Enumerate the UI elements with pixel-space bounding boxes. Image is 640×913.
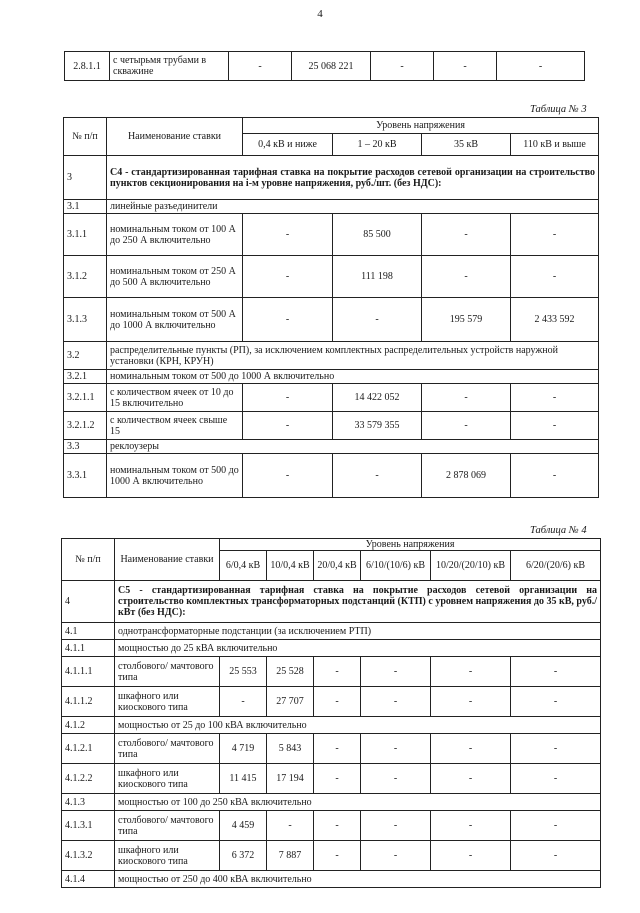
table-row (62, 640, 601, 657)
cell-value: - (314, 657, 361, 687)
rate-name: столбового/ мачтового типа (115, 734, 220, 764)
table-3 (63, 117, 599, 498)
group-title: однотрансформаторные подстанции (за исключением РТП) (115, 623, 601, 640)
page-number: 4 (317, 8, 323, 20)
cell-value: - (431, 734, 511, 764)
cell-value: - (361, 734, 431, 764)
cell-value: - (314, 687, 361, 717)
cell-value: - (361, 811, 431, 841)
cell-value: - (511, 764, 601, 794)
cell-value: - (220, 687, 267, 717)
rate-name: столбового/ мачтового типа (115, 811, 220, 841)
cell-value: - (431, 811, 511, 841)
level-header: 10/0,4 кВ (267, 551, 314, 581)
cell-value: - (511, 841, 601, 871)
level-header: 35 кВ (422, 134, 511, 156)
row-number: 4.1.2.2 (62, 764, 115, 794)
row-number: 4.1.1 (62, 640, 115, 657)
cell-value: 4 719 (220, 734, 267, 764)
group-title: мощностью от 25 до 100 кВА включительно (115, 717, 601, 734)
row-number: 3.1 (64, 200, 107, 214)
cell-value: - (361, 687, 431, 717)
cell-value: - (333, 298, 422, 342)
cell-value: - (511, 454, 599, 498)
row-number: 3.2 (64, 342, 107, 370)
group-title: мощностью до 25 кВА включительно (115, 640, 601, 657)
cell-value: - (243, 256, 333, 298)
row-number: 4.1.1.1 (62, 657, 115, 687)
table-row (62, 811, 601, 841)
row-number: 3.3 (64, 440, 107, 454)
cell-value: - (371, 52, 434, 81)
cell-value: - (511, 412, 599, 440)
group-title: номинальным током от 500 до 1000 А включительно (107, 370, 599, 384)
group-title: распределительные пункты (РП), за исключением комплектных распределительных устройств наружной установки (КРН, КРУН) (107, 342, 599, 370)
table-row (62, 841, 601, 871)
rate-name: с количеством ячеек от 10 до 15 включительно (107, 384, 243, 412)
cell-value: - (511, 734, 601, 764)
table-header-row (64, 118, 599, 134)
cell-value: - (422, 256, 511, 298)
rate-name: номинальным током от 500 А до 1000 А включительно (107, 298, 243, 342)
cell-value: - (422, 412, 511, 440)
row-number: 3.2.1.1 (64, 384, 107, 412)
cell-value: - (431, 657, 511, 687)
row-number: 3.2.1.2 (64, 412, 107, 440)
cell-value: - (361, 841, 431, 871)
table-row (62, 687, 601, 717)
header-num: № п/п (64, 118, 107, 156)
cell-value: - (422, 214, 511, 256)
cell-value: - (361, 657, 431, 687)
group-title: мощностью от 100 до 250 кВА включительно (115, 794, 601, 811)
row-number: 4.1.3.2 (62, 841, 115, 871)
cell-value: 25 528 (267, 657, 314, 687)
level-header: 1 – 20 кВ (333, 134, 422, 156)
group-title: линейные разъединители (107, 200, 599, 214)
table-row (64, 454, 599, 498)
rate-name: шкафного или киоскового типа (115, 764, 220, 794)
cell-value: - (511, 657, 601, 687)
cell-value: - (243, 412, 333, 440)
row-number: 4.1.2.1 (62, 734, 115, 764)
table-row (65, 52, 585, 81)
cell-value: - (314, 811, 361, 841)
table-row (64, 384, 599, 412)
cell-value: - (431, 764, 511, 794)
table-row (64, 370, 599, 384)
cell-value: 2 878 069 (422, 454, 511, 498)
cell-value: 4 459 (220, 811, 267, 841)
table-row (64, 214, 599, 256)
continuation-table (64, 51, 585, 81)
cell-value: 85 500 (333, 214, 422, 256)
cell-value: - (243, 384, 333, 412)
cell-value: - (431, 687, 511, 717)
header-name: Наименование ставки (115, 539, 220, 581)
cell-value: 5 843 (267, 734, 314, 764)
row-number: 3.1.2 (64, 256, 107, 298)
cell-value: - (431, 841, 511, 871)
row-number: 3.2.1 (64, 370, 107, 384)
rate-name: с количеством ячеек свыше 15 (107, 412, 243, 440)
table-row (64, 256, 599, 298)
rate-name: с четырьмя трубами в скважине (110, 52, 229, 81)
table-row (64, 412, 599, 440)
cell-value: - (511, 687, 601, 717)
section-title: С5 - стандартизированная тарифная ставка на покрытие расходов сетевой организации на строительство комплектных трансформаторных подстанций (КТП) с уровнем напряжения до 35 кВ, руб./кВт (без НДС): (115, 581, 601, 623)
rate-name: шкафного или киоскового типа (115, 841, 220, 871)
table-row (62, 657, 601, 687)
cell-value: 14 422 052 (333, 384, 422, 412)
cell-value: - (333, 454, 422, 498)
rate-name: шкафного или киоскового типа (115, 687, 220, 717)
table-row (64, 298, 599, 342)
cell-value: - (434, 52, 497, 81)
row-number: 4.1.3.1 (62, 811, 115, 841)
table-row (62, 871, 601, 888)
cell-value: - (314, 764, 361, 794)
cell-value: 6 372 (220, 841, 267, 871)
row-number: 4.1 (62, 623, 115, 640)
cell-value: 25 068 221 (292, 52, 371, 81)
cell-value: 7 887 (267, 841, 314, 871)
cell-value: - (314, 841, 361, 871)
table-row (62, 764, 601, 794)
cell-value: 11 415 (220, 764, 267, 794)
row-number: 4.1.2 (62, 717, 115, 734)
row-number: 3.1.1 (64, 214, 107, 256)
cell-value: 33 579 355 (333, 412, 422, 440)
row-number: 3.3.1 (64, 454, 107, 498)
cell-value: 27 707 (267, 687, 314, 717)
table-4-caption: Таблица № 4 (530, 525, 587, 536)
row-number: 3 (64, 156, 107, 200)
row-number: 4.1.3 (62, 794, 115, 811)
cell-value: - (243, 214, 333, 256)
cell-value: - (497, 52, 585, 81)
header-num: № п/п (62, 539, 115, 581)
cell-value: 17 194 (267, 764, 314, 794)
level-header: 110 кВ и выше (511, 134, 599, 156)
table-3-caption: Таблица № 3 (530, 104, 587, 115)
table-row (62, 623, 601, 640)
rate-name: номинальным током от 250 А до 500 А включительно (107, 256, 243, 298)
cell-value: 2 433 592 (511, 298, 599, 342)
table-row (62, 717, 601, 734)
header-voltage-level: Уровень напряжения (243, 118, 599, 134)
rate-name: столбового/ мачтового типа (115, 657, 220, 687)
level-header: 6/20/(20/6) кВ (511, 551, 601, 581)
cell-value: - (511, 256, 599, 298)
row-number: 3.1.3 (64, 298, 107, 342)
section-row (62, 581, 601, 623)
cell-value: 111 198 (333, 256, 422, 298)
cell-value: - (229, 52, 292, 81)
table-row (64, 342, 599, 370)
group-title: мощностью от 250 до 400 кВА включительно (115, 871, 601, 888)
rate-name: номинальным током от 100 А до 250 А включительно (107, 214, 243, 256)
level-header: 0,4 кВ и ниже (243, 134, 333, 156)
level-header: 20/0,4 кВ (314, 551, 361, 581)
header-name: Наименование ставки (107, 118, 243, 156)
cell-value: - (243, 454, 333, 498)
level-header: 6/0,4 кВ (220, 551, 267, 581)
header-voltage-level: Уровень напряжения (220, 539, 601, 551)
section-row (64, 156, 599, 200)
cell-value: - (243, 298, 333, 342)
row-number: 4 (62, 581, 115, 623)
table-row (64, 440, 599, 454)
cell-value: - (422, 384, 511, 412)
table-row (64, 200, 599, 214)
cell-value: 25 553 (220, 657, 267, 687)
row-number: 4.1.1.2 (62, 687, 115, 717)
cell-value: 195 579 (422, 298, 511, 342)
table-header-row (62, 539, 601, 551)
cell-value: - (511, 384, 599, 412)
row-number: 4.1.4 (62, 871, 115, 888)
level-header: 10/20/(20/10) кВ (431, 551, 511, 581)
table-row (62, 734, 601, 764)
cell-value: - (511, 811, 601, 841)
level-header: 6/10/(10/6) кВ (361, 551, 431, 581)
cell-value: - (511, 214, 599, 256)
section-title: С4 - стандартизированная тарифная ставка на покрытие расходов сетевой организации на строительство пунктов секционирования на i-м уровне напряжения, руб./шт. (без НДС): (107, 156, 599, 200)
rate-name: номинальным током от 500 до 1000 А включительно (107, 454, 243, 498)
cell-value: - (361, 764, 431, 794)
cell-value: - (314, 734, 361, 764)
table-row (62, 794, 601, 811)
cell-value: - (267, 811, 314, 841)
table-4 (61, 538, 601, 888)
row-number: 2.8.1.1 (65, 52, 110, 81)
group-title: реклоузеры (107, 440, 599, 454)
